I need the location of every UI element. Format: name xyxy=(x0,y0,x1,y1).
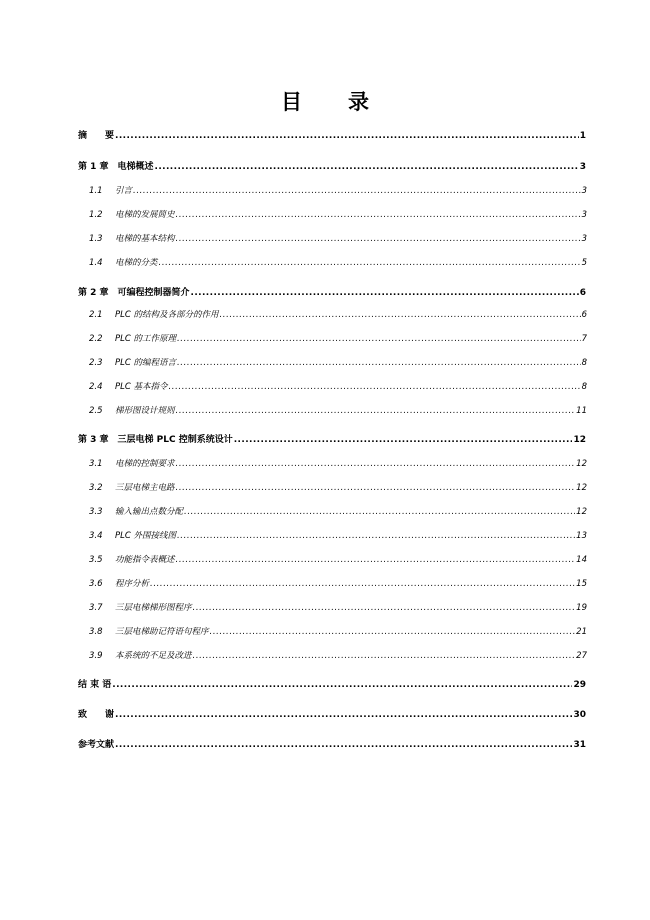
toc-section-entry[interactable] xyxy=(89,456,587,472)
toc-entry-label: 梯形图设计规则 xyxy=(115,406,175,416)
toc-leader-dots xyxy=(169,379,581,395)
toc-page-number: 27 xyxy=(576,651,587,661)
toc-leader-dots xyxy=(210,624,576,640)
toc-page-number: 3 xyxy=(581,186,587,196)
toc-section-number: 1.4 xyxy=(89,258,103,268)
toc-leader-dots xyxy=(150,576,575,592)
toc-leader-dots xyxy=(193,648,576,664)
toc-entry-label: 第 2 章 可编程控制器简介 xyxy=(78,288,190,298)
toc-leader-dots xyxy=(115,737,572,753)
toc-entry-label: 致 谢 xyxy=(78,710,115,720)
toc-section-entry[interactable] xyxy=(89,307,587,323)
toc-leader-dots xyxy=(177,331,581,347)
toc-page-number: 11 xyxy=(576,406,587,416)
toc-section-entry[interactable] xyxy=(89,355,587,371)
toc-section-entry[interactable] xyxy=(89,552,587,568)
toc-entry-label: PLC 的工作原理 xyxy=(115,334,176,344)
toc-entry-label: 三层电梯主电路 xyxy=(115,483,175,493)
toc-section-entry[interactable] xyxy=(89,183,587,199)
toc-section-entry[interactable] xyxy=(89,648,587,664)
toc-chapter-entry[interactable] xyxy=(78,737,586,753)
toc-section-number: 2.2 xyxy=(89,334,103,344)
toc-section-number: 3.2 xyxy=(89,483,103,493)
toc-leader-dots xyxy=(176,403,576,419)
toc-section-number: 3.5 xyxy=(89,555,103,565)
toc-section-number: 1.3 xyxy=(89,234,103,244)
toc-page-number: 8 xyxy=(581,358,587,368)
toc-page-number: 31 xyxy=(573,740,586,750)
toc-leader-dots xyxy=(115,707,572,723)
toc-entry-label: 电梯的分类 xyxy=(115,258,158,268)
toc-page-number: 30 xyxy=(573,710,586,720)
title-char-1: 目 xyxy=(281,90,302,114)
toc-section-number: 3.3 xyxy=(89,507,103,517)
toc-page-number: 8 xyxy=(581,382,587,392)
toc-entry-label: 第 1 章 电梯概述 xyxy=(78,162,154,172)
toc-leader-dots xyxy=(155,159,579,175)
toc-page-number: 13 xyxy=(576,531,587,541)
toc-section-number: 1.2 xyxy=(89,210,103,220)
toc-chapter-entry[interactable] xyxy=(78,677,586,693)
toc-page-number: 12 xyxy=(576,459,587,469)
toc-chapter-entry[interactable] xyxy=(78,128,586,144)
toc-section-entry[interactable] xyxy=(89,576,587,592)
toc-entry-label: 摘 要 xyxy=(78,131,115,141)
toc-page-number: 21 xyxy=(576,627,587,637)
toc-chapter-entry[interactable] xyxy=(78,285,586,301)
toc-page-number: 14 xyxy=(576,555,587,565)
toc-leader-dots xyxy=(133,183,581,199)
toc-entry-label: 电梯的控制要求 xyxy=(115,459,175,469)
toc-leader-dots xyxy=(115,128,579,144)
toc-section-entry[interactable] xyxy=(89,207,587,223)
toc-page-number: 3 xyxy=(581,234,587,244)
title-char-2: 录 xyxy=(348,90,369,114)
toc-section-number: 3.1 xyxy=(89,459,103,469)
toc-chapter-entry[interactable] xyxy=(78,707,586,723)
toc-section-number: 2.4 xyxy=(89,382,103,392)
toc-entry-label: 三层电梯助记符语句程序 xyxy=(115,627,209,637)
toc-section-number: 1.1 xyxy=(89,186,103,196)
toc-section-entry[interactable] xyxy=(89,331,587,347)
toc-page-number: 3 xyxy=(581,210,587,220)
toc-section-entry[interactable] xyxy=(89,379,587,395)
toc-page-number: 19 xyxy=(576,603,587,613)
toc-page-number: 1 xyxy=(579,131,586,141)
toc-leader-dots xyxy=(177,528,575,544)
toc-entry-label: PLC 外围接线图 xyxy=(115,531,176,541)
toc-entry-label: PLC 的编程语言 xyxy=(115,358,176,368)
toc-leader-dots xyxy=(220,307,581,323)
toc-leader-dots xyxy=(193,600,576,616)
toc-leader-dots xyxy=(176,552,576,568)
toc-entry-label: 本系统的不足及改进 xyxy=(115,651,192,661)
toc-section-number: 2.3 xyxy=(89,358,103,368)
toc-page-number: 6 xyxy=(579,288,586,298)
toc-leader-dots xyxy=(191,285,579,301)
toc-page-number: 5 xyxy=(581,258,587,268)
toc-section-entry[interactable] xyxy=(89,231,587,247)
toc-section-number: 3.4 xyxy=(89,531,103,541)
toc-page-number: 12 xyxy=(573,435,586,445)
toc-entry-label: 参考文献 xyxy=(78,740,115,750)
toc-leader-dots xyxy=(184,504,575,520)
toc-leader-dots xyxy=(112,677,572,693)
toc-section-number: 3.7 xyxy=(89,603,103,613)
toc-leader-dots xyxy=(176,456,576,472)
toc-section-entry[interactable] xyxy=(89,255,587,271)
toc-entry-label: 电梯的基本结构 xyxy=(115,234,175,244)
toc-section-number: 3.9 xyxy=(89,651,103,661)
page-title xyxy=(0,86,650,116)
toc-section-number: 3.6 xyxy=(89,579,103,589)
toc-section-entry[interactable] xyxy=(89,600,587,616)
toc-chapter-entry[interactable] xyxy=(78,159,586,175)
toc-section-entry[interactable] xyxy=(89,528,587,544)
toc-entry-label: 第 3 章 三层电梯 PLC 控制系统设计 xyxy=(78,435,233,445)
toc-page-number: 12 xyxy=(576,483,587,493)
toc-section-number: 2.5 xyxy=(89,406,103,416)
toc-section-entry[interactable] xyxy=(89,504,587,520)
toc-section-entry[interactable] xyxy=(89,624,587,640)
toc-entry-label: PLC 基本指令 xyxy=(115,382,168,392)
toc-section-entry[interactable] xyxy=(89,403,587,419)
toc-entry-label: 功能指令表概述 xyxy=(115,555,175,565)
toc-page-number: 7 xyxy=(581,334,587,344)
toc-leader-dots xyxy=(234,432,573,448)
toc-leader-dots xyxy=(177,355,581,371)
toc-entry-label: 程序分析 xyxy=(115,579,150,589)
toc-entry-label: 引言 xyxy=(115,186,133,196)
toc-leader-dots xyxy=(176,231,581,247)
toc-chapter-entry[interactable] xyxy=(78,432,586,448)
toc-page-number: 12 xyxy=(576,507,587,517)
toc-entry-label: 结 束 语 xyxy=(78,680,112,690)
toc-section-entry[interactable] xyxy=(89,480,587,496)
toc-leader-dots xyxy=(159,255,581,271)
toc-section-number: 2.1 xyxy=(89,310,103,320)
toc-section-number: 3.8 xyxy=(89,627,103,637)
toc-page-number: 15 xyxy=(576,579,587,589)
toc-page-number: 29 xyxy=(573,680,586,690)
toc-entry-label: PLC 的结构及各部分的作用 xyxy=(115,310,219,320)
toc-leader-dots xyxy=(176,207,581,223)
toc-entry-label: 输入输出点数分配 xyxy=(115,507,184,517)
toc-leader-dots xyxy=(176,480,576,496)
toc-entry-label: 三层电梯梯形图程序 xyxy=(115,603,192,613)
toc-entry-label: 电梯的发展简史 xyxy=(115,210,175,220)
toc-page-number: 3 xyxy=(579,162,586,172)
toc-page-number: 6 xyxy=(581,310,587,320)
